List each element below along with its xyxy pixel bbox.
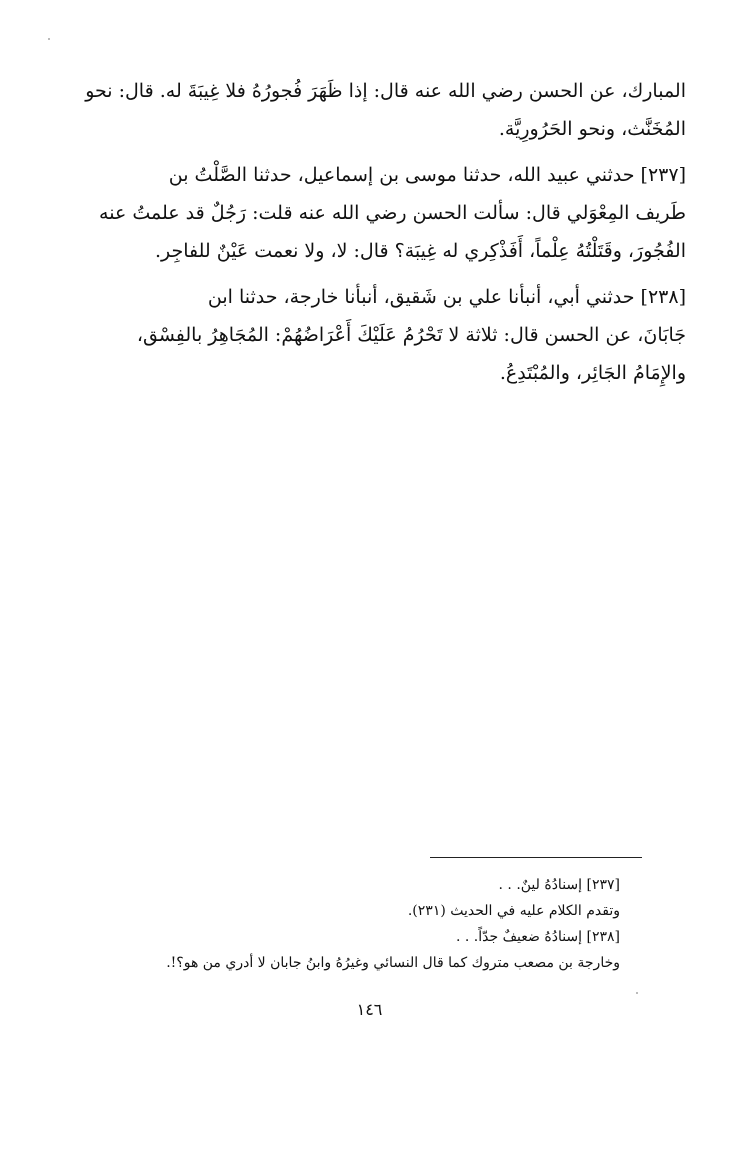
footnote-line: وخارجة بن مصعب متروك كما قال النسائي وغيرُهُ وابنُ جابان لا أدري من هو؟!. — [166, 955, 620, 971]
text-line: جَابَانَ، عن الحسن قال: ثلاثة لا تَحْرُمُ عَلَيْكَ أَعْرَاضُهُمْ: المُجَاهِرُ بالفِسْق، — [136, 324, 686, 346]
footnote-line: وتقدم الكلام عليه في الحديث (٢٣١). — [407, 903, 620, 919]
text-line: المبارك، عن الحسن رضي الله عنه قال: إذا ظَهَرَ فُجورُهُ فلا غِيبَةَ له. قال: نحو — [85, 80, 686, 102]
footnote-line: [٢٣٧] إسنادُهُ لينٌ. . . — [498, 877, 620, 893]
text-line: [٢٣٧] حدثني عبيد الله، حدثنا موسى بن إسماعيل، حدثنا الصَّلْتُ بن — [168, 164, 686, 186]
scan-speck — [48, 38, 50, 40]
main-text — [48, 72, 686, 400]
footnote-line: [٢٣٨] إسنادُهُ ضعيفٌ جدّاً. . . — [455, 929, 620, 945]
scan-speck — [636, 992, 638, 994]
paragraph-238 — [48, 278, 686, 392]
text-line: المُخَنَّث، ونحو الحَرُورِيَّة. — [498, 118, 686, 140]
text-line: طَريف المِعْوَلي قال: سألت الحسن رضي الله عنه قلت: رَجُلٌ قد علمتُ عنه — [99, 202, 686, 224]
text-line: [٢٣٨] حدثني أبي، أنبأنا علي بن شَقيق، أنبأنا خارجة، حدثنا ابن — [207, 286, 686, 308]
paragraph-237 — [48, 156, 686, 270]
text-line: والإِمَامُ الجَائِر، والمُبْتَدِعُ. — [499, 362, 686, 384]
paragraph-continuation — [48, 72, 686, 148]
text-line: الفُجُورَ، وقَتَلْتُهُ عِلْماً، أَفَذْكِري له غِيبَة؟ قال: لا، ولا نعمت عَيْنٌ للفاجِر. — [154, 240, 686, 262]
page-number: ١٤٦ — [356, 1000, 383, 1019]
footnotes — [150, 872, 620, 976]
footnote-divider — [430, 857, 642, 858]
